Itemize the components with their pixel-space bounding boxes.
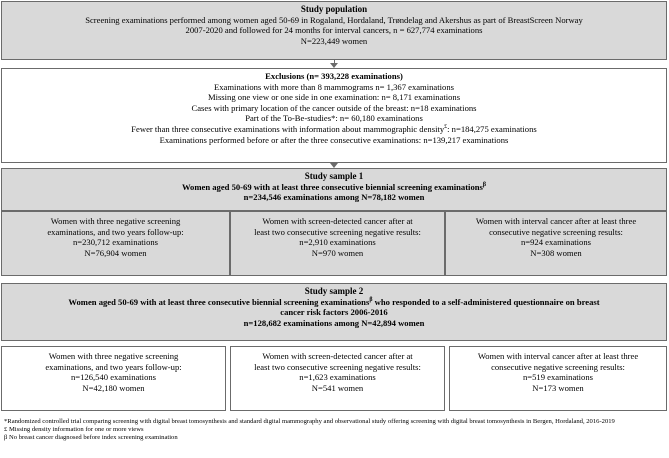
exclusion-density-text: Fewer than three consecutive examinations with information about mammographic density [131, 123, 445, 134]
group-line: Women with three negative screening [48, 351, 179, 361]
exclusions-title: Exclusions (n= 393,228 examinations) [265, 71, 403, 81]
group-line: Women with interval cancer after at least three [477, 351, 639, 361]
dagger-mark: £ [444, 124, 448, 131]
group-line: examinations, and two years follow-up: [47, 226, 184, 237]
exclusion-line: Examinations with more than 8 mammograms n= 1,367 examinations [214, 81, 454, 92]
exclusion-line: Cases with primary location of the cancer outside of the breast: n=18 examinations [191, 102, 477, 113]
group-line: N=541 women [311, 382, 364, 393]
study-sample-2-line [2, 297, 666, 308]
beta-mark: β [369, 296, 373, 303]
group-line: least two consecutive screening negative results: [254, 361, 421, 372]
footnotes [4, 418, 664, 443]
group-line: Women with interval cancer after at least three [475, 216, 637, 226]
study-sample-2-box [1, 283, 667, 341]
sample-2-criteria: Women aged 50-69 with at least three consecutive biennial screening examinations [68, 296, 370, 307]
study-sample-2-title: Study sample 2 [304, 286, 364, 296]
group-line: n=126,540 examinations [70, 372, 157, 383]
exclusions-box [1, 68, 667, 163]
study-sample-2-line: cancer risk factors 2006-2016 [280, 307, 388, 318]
group-line: n=230,712 examinations [72, 237, 159, 248]
footnote-trial: *Randomized controlled trial comparing screening with digital breast tomosynthesis and standard digital mammography and observational study offering screening with digital breast tomosynthesis in Bergen, Hordaland, 2016-2019 [4, 418, 615, 425]
group-line: consecutive negative screening results: [489, 226, 623, 237]
study-population-title: Study population [300, 4, 368, 14]
group-line: N=308 women [530, 247, 582, 258]
group-line: n=2,910 examinations [299, 237, 376, 248]
sample1-group-interval [445, 211, 667, 276]
study-sample-1-line [2, 182, 666, 193]
exclusion-line: Part of the To-Be-studies*: n= 60,180 examinations [245, 113, 423, 124]
group-line: Women with screen-detected cancer after at [262, 216, 413, 226]
group-line: n=1,623 examinations [299, 372, 376, 383]
footnote-no-cancer: β No breast cancer diagnosed before index screening examination [4, 434, 178, 442]
group-line: N=76,904 women [84, 247, 147, 258]
sample2-group-negative [1, 346, 226, 411]
sample2-group-interval [449, 346, 667, 411]
study-sample-1-title: Study sample 1 [304, 171, 364, 181]
group-line: Women with three negative screening [50, 216, 181, 226]
study-sample-1-count: n=234,546 examinations among N=78,182 women [243, 192, 425, 203]
exclusion-line: Missing one view or one side in one examination: n= 8,171 examinations [207, 92, 461, 103]
group-line: consecutive negative screening results: [491, 361, 625, 372]
group-line: N=173 women [532, 382, 584, 393]
group-line: N=970 women [311, 247, 364, 258]
exclusion-density-count: : n=184,275 examinations [447, 123, 537, 134]
sample-1-criteria: Women aged 50-69 with at least three consecutive biennial screening examinations [181, 181, 483, 192]
group-line: least two consecutive screening negative results: [254, 226, 421, 237]
exclusion-line: Examinations performed before or after the three consecutive examinations: n=139,217 examinations [159, 134, 509, 145]
group-line: examinations, and two years follow-up: [45, 361, 182, 372]
population-line: 2007-2020 and followed for 24 months for interval cancers, n = 627,774 examinations [185, 25, 483, 36]
footnote-density: £ Missing density information for one or more views [4, 426, 144, 434]
study-sample-1-box [1, 168, 667, 211]
group-line: N=42,180 women [82, 382, 145, 393]
group-line: Women with screen-detected cancer after at [262, 351, 413, 361]
exclusion-line-density [2, 124, 666, 135]
sample-2-criteria-cont: who responded to a self-administered questionnaire on breast [372, 296, 600, 307]
population-line: N=223,449 women [300, 35, 368, 46]
sample1-group-negative [1, 211, 230, 276]
population-line: Screening examinations performed among women aged 50-69 in Rogaland, Hordaland, Trøndelag and Akershus as part of BreastScreen Norway [85, 14, 583, 25]
study-population-box [1, 1, 667, 60]
group-line: n=519 examinations [522, 372, 593, 383]
study-sample-2-count: n=128,682 examinations among N=42,894 women [243, 317, 425, 328]
group-line: n=924 examinations [520, 237, 591, 248]
sample1-group-screen-detected [230, 211, 445, 276]
beta-mark: β [482, 181, 487, 188]
sample2-group-screen-detected [230, 346, 445, 411]
